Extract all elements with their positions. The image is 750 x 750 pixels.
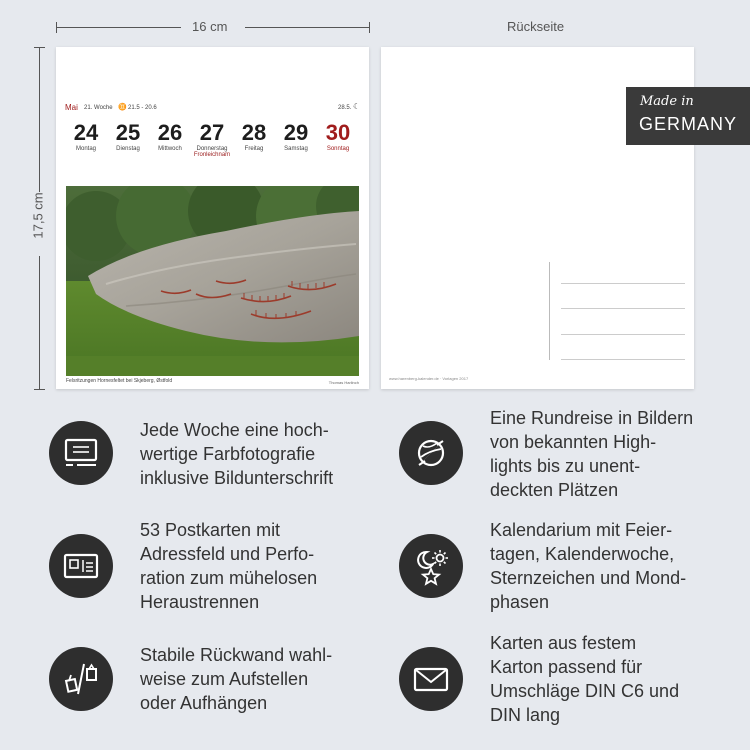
day-saturday bbox=[276, 121, 316, 152]
feature-line: oder Aufhängen bbox=[140, 693, 268, 713]
feature-line: Jede Woche eine hoch- bbox=[140, 420, 329, 440]
day-name: Sonntag bbox=[326, 146, 350, 152]
feature-line: phasen bbox=[490, 592, 550, 612]
globe-icon bbox=[399, 421, 463, 485]
feature-line: DIN lang bbox=[490, 705, 561, 725]
address-divider bbox=[549, 262, 550, 360]
envelope-icon bbox=[399, 647, 463, 711]
photo-credit: Thomas Harlinch bbox=[328, 380, 359, 385]
photo-caption: Felsritzungen Hornesfeltet bei Skjeberg, Østfold bbox=[66, 378, 173, 384]
feature-text-postcards bbox=[140, 518, 370, 614]
feature-text-calendar bbox=[490, 518, 720, 614]
day-number: 26 bbox=[157, 120, 183, 145]
moon-date: 28.5. bbox=[338, 105, 352, 111]
zodiac-dates: 21.5 - 20.6 bbox=[128, 105, 157, 111]
day-name: Freitag bbox=[244, 146, 264, 152]
feature-line: inklusive Bildunterschrift bbox=[140, 468, 334, 488]
day-name: Donnerstag bbox=[196, 146, 228, 152]
badge-line1: Made in bbox=[640, 94, 694, 109]
width-dimension-line-right bbox=[245, 27, 369, 28]
day-tuesday bbox=[108, 121, 148, 152]
height-dimension-tick-top bbox=[34, 47, 45, 48]
day-name: Mittwoch bbox=[158, 146, 182, 152]
feature-line: Sternzeichen und Mond- bbox=[490, 568, 687, 588]
month-label: Mai bbox=[65, 103, 78, 112]
moon-sun-star-icon bbox=[399, 534, 463, 598]
width-dimension-tick-right bbox=[369, 22, 370, 33]
day-name: Montag bbox=[75, 146, 96, 152]
rock-carvings-photo bbox=[66, 186, 359, 376]
height-dimension-line-top bbox=[39, 47, 40, 192]
address-line bbox=[561, 359, 685, 360]
day-name: Samstag bbox=[284, 146, 308, 152]
feature-text-tour bbox=[490, 406, 720, 502]
feature-line: lights bis zu unent- bbox=[490, 456, 641, 476]
day-number: 30 bbox=[325, 120, 351, 145]
feature-line: Stabile Rückwand wahl- bbox=[140, 645, 333, 665]
day-number: 28 bbox=[241, 120, 267, 145]
monitor-icon bbox=[49, 421, 113, 485]
feature-line: Eine Rundreise in Bildern bbox=[490, 408, 694, 428]
feature-line: Karten aus festem bbox=[490, 633, 637, 653]
feature-line: deckten Plätzen bbox=[490, 480, 619, 500]
feature-line: tagen, Kalenderwoche, bbox=[490, 544, 675, 564]
width-dimension-line-left bbox=[56, 27, 181, 28]
badge-line2: GERMANY bbox=[639, 114, 738, 134]
day-thursday bbox=[192, 121, 232, 158]
postcard-icon bbox=[49, 534, 113, 598]
day-number: 25 bbox=[115, 120, 141, 145]
day-name: Dienstag bbox=[116, 146, 140, 152]
back-side-label: Rückseite bbox=[507, 19, 565, 34]
feature-line: weise zum Aufstellen bbox=[140, 669, 309, 689]
address-line bbox=[561, 283, 685, 284]
zodiac-icon: ♊ bbox=[118, 104, 127, 111]
feature-text-cardboard bbox=[490, 631, 720, 727]
feature-line: wertige Farbfotografie bbox=[140, 444, 316, 464]
day-number: 24 bbox=[73, 120, 99, 145]
address-line bbox=[561, 308, 685, 309]
moon-phase-icon: ☾ bbox=[353, 102, 361, 111]
made-in-germany-badge bbox=[626, 87, 750, 145]
front-card bbox=[56, 47, 369, 389]
week-label: 21. Woche bbox=[84, 105, 113, 111]
feature-line: Umschläge DIN C6 und bbox=[490, 681, 680, 701]
feature-line: Adressfeld und Perfo- bbox=[140, 544, 315, 564]
holiday-label: Fronleichnam bbox=[193, 152, 231, 158]
width-label: 16 cm bbox=[192, 19, 228, 34]
feature-line: Kalendarium mit Feier- bbox=[490, 520, 673, 540]
feature-line: Karton passend für bbox=[490, 657, 643, 677]
stand-hang-icon bbox=[49, 647, 113, 711]
day-sunday bbox=[318, 121, 358, 152]
height-label: 17,5 cm bbox=[30, 192, 46, 239]
day-friday bbox=[234, 121, 274, 152]
feature-text-backboard bbox=[140, 643, 370, 715]
feature-text-photos bbox=[140, 418, 370, 490]
feature-line: 53 Postkarten mit bbox=[140, 520, 281, 540]
feature-line: ration zum mühelosen bbox=[140, 568, 318, 588]
day-wednesday bbox=[150, 121, 190, 152]
feature-line: Heraustrennen bbox=[140, 592, 260, 612]
width-dimension-tick-left bbox=[56, 22, 57, 33]
feature-line: von bekannten High- bbox=[490, 432, 657, 452]
height-dimension-tick-bottom bbox=[34, 389, 45, 390]
day-monday bbox=[66, 121, 106, 152]
address-line bbox=[561, 334, 685, 335]
back-footer: www.harenberg-kalender.de · Vorlagen 2017 bbox=[389, 376, 469, 381]
day-number: 29 bbox=[283, 120, 309, 145]
day-number: 27 bbox=[199, 120, 225, 145]
height-dimension-line-bottom bbox=[39, 256, 40, 389]
